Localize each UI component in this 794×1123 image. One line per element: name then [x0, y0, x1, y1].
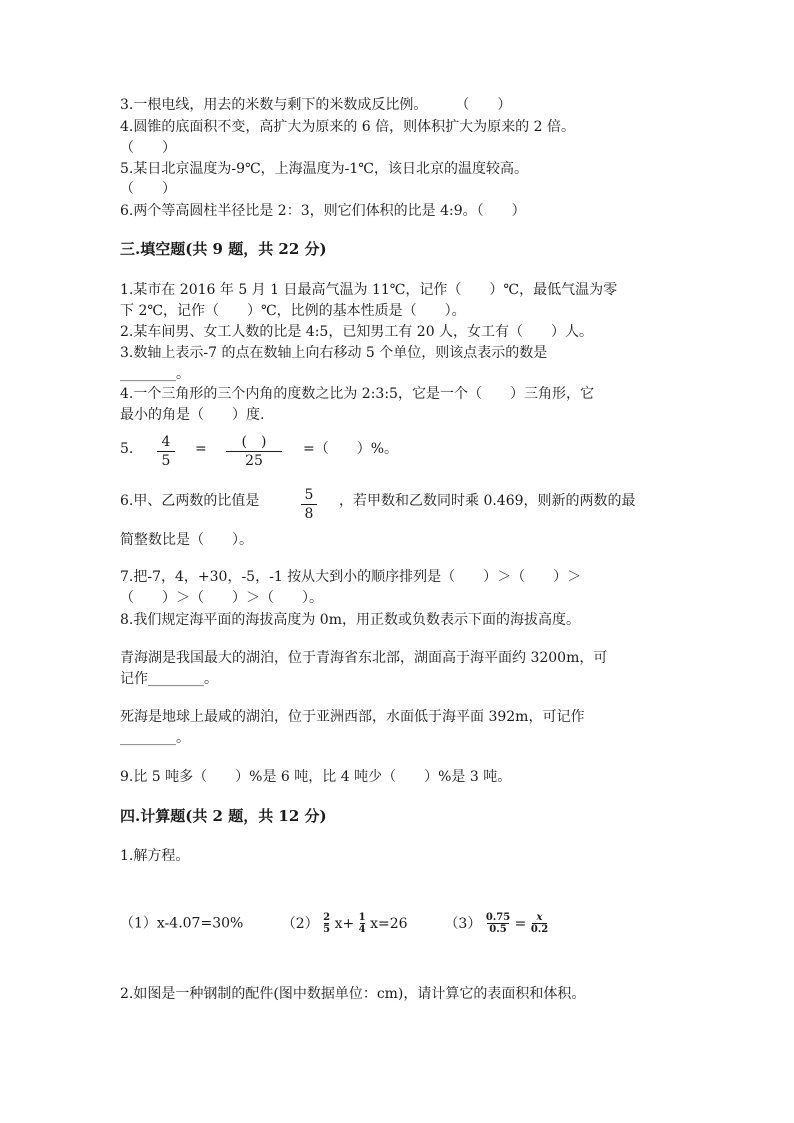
fill-q5-label: 5. — [120, 441, 134, 457]
fraction-x-over-02: $\frac{x}{0.2}$ — [530, 912, 549, 935]
equation-3: $(3) \frac{0.75}{0.5} = \frac{x}{0.2}$ — [444, 912, 549, 935]
fill-q9: 9.比 5 吨多（ ）%是 6 吨，比 4 吨少（ ）%是 3 吨。 — [120, 769, 512, 785]
fraction-numerator: 4 — [161, 434, 171, 450]
fill-q5-equals: = — [195, 441, 207, 457]
fill-q1-line1: 1.某市在 2016 年 5 月 1 日最高气温为 11℃，记作（ ）℃，最低气温为零 — [120, 282, 618, 298]
calc-q1: 1.解方程。 — [120, 848, 190, 864]
fraction-numerator: 5 — [304, 487, 314, 503]
fill-q4-line2: 最小的角是（ ）度. — [120, 407, 265, 423]
judge-q6: 6.两个等高圆柱半径比是 2：3，则它们体积的比是 4:9。（ ） — [120, 203, 526, 219]
fraction-denominator: 8 — [304, 506, 314, 522]
fill-q8: 8.我们规定海平面的海拔高度为 0m，用正数或负数表示下面的海拔高度。 — [120, 612, 580, 628]
fraction-denominator: 25 — [245, 453, 263, 469]
judge-q4-line2: （ ） — [120, 140, 176, 156]
fill-q8-para1-line2: 记作________。 — [120, 671, 218, 687]
fill-q6-fraction — [301, 487, 317, 522]
fraction-two-fifths: $\frac{2}{5}$ — [323, 912, 331, 935]
calc-q1-equations — [120, 912, 548, 935]
fill-q8-para2-line2: ________。 — [120, 730, 190, 746]
fraction-bar — [226, 451, 282, 452]
fraction-bar — [301, 504, 317, 505]
fill-q6-post: ，若甲数和乙数同时乘 0.469，则新的两数的最 — [339, 493, 636, 509]
judge-q5-line2: （ ） — [120, 181, 176, 197]
equation-2: $(2) \frac{2}{5} x+ \frac{1}{4} x=26$ — [281, 912, 408, 935]
fill-q2: 2.某车间男、女工人数的比是 4:5，已知男工有 20 人，女工有（ ）人。 — [120, 324, 594, 340]
judge-q5-line1: 5.某日北京温度为-9℃，上海温度为-1℃，该日北京的温度较高。 — [120, 161, 528, 177]
fraction-numerator: ( ) — [241, 434, 267, 450]
fill-q6-pre: 6.甲、乙两数的比值是 — [120, 493, 260, 509]
equation-1: （1）x-4.07=30% — [120, 915, 244, 932]
fill-q5-fraction-2 — [226, 434, 282, 469]
fill-q8-para2-line1: 死海是地球上最咸的湖泊，位于亚洲西部，水面低于海平面 392m，可记作 — [120, 709, 585, 725]
fill-q5-tail: =（ ）%。 — [303, 441, 399, 457]
fraction-one-quarter: $\frac{1}{4}$ — [358, 912, 366, 935]
fill-q5-fraction-1 — [157, 434, 175, 469]
fraction-075-over-05: $\frac{0.75}{0.5}$ — [485, 912, 511, 935]
fill-q4-line1: 4.一个三角形的三个内角的度数之比为 2:3:5，它是一个（ ）三角形，它 — [120, 386, 594, 402]
fraction-denominator: 5 — [161, 453, 171, 469]
fill-q3-line2: ________。 — [120, 366, 190, 382]
section4-title: 四.计算题(共 2 题，共 12 分) — [120, 807, 327, 825]
fill-q6-line2: 简整数比是（ ）。 — [120, 532, 253, 548]
section3-title: 三.填空题(共 9 题，共 22 分) — [120, 240, 327, 258]
fill-q8-para1-line1: 青海湖是我国最大的湖泊，位于青海省东北部，湖面高于海平面约 3200m，可 — [120, 650, 608, 666]
fraction-bar — [157, 451, 175, 452]
fill-q7-line1: 7.把-7，4，+30，-5，-1 按从大到小的顺序排列是（ ）＞（ ）＞ — [120, 569, 582, 585]
judge-q4-line1: 4.圆锥的底面积不变，高扩大为原来的 6 倍，则体积扩大为原来的 2 倍。 — [120, 119, 575, 135]
calc-q2: 2.如图是一种钢制的配件(图中数据单位：cm)，请计算它的表面积和体积。 — [120, 986, 586, 1002]
fill-q1-line2: 下 2℃，记作（ ）℃，比例的基本性质是（ ）。 — [120, 303, 466, 319]
fill-q7-line2: （ ）＞（ ）＞（ ）。 — [120, 590, 323, 606]
judge-q3: 3.一根电线，用去的米数与剩下的米数成反比例。 （ ） — [120, 97, 512, 113]
fill-q3-line1: 3.数轴上表示-7 的点在数轴上向右移动 5 个单位，则该点表示的数是 — [120, 345, 548, 361]
